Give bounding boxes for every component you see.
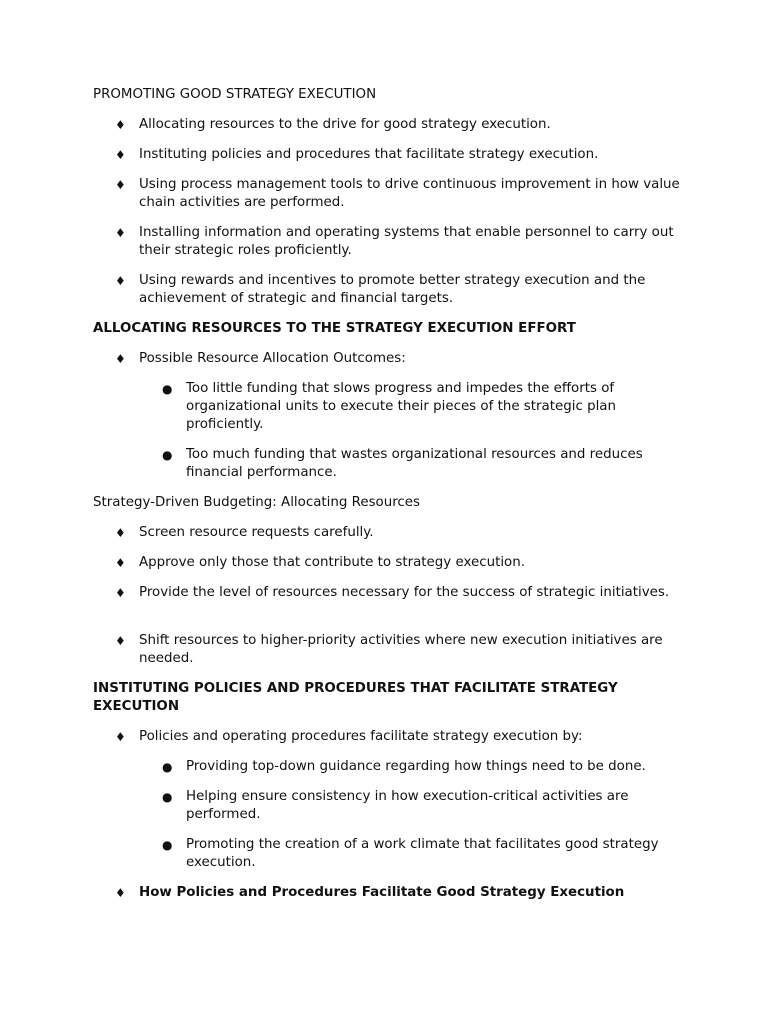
- dot-bullet-icon: ●: [162, 448, 173, 462]
- list-item-text: Approve only those that contribute to strategy execution.: [139, 555, 525, 570]
- list-item-text: Instituting policies and procedures that facilitate strategy execution.: [139, 147, 599, 162]
- diamond-bullet-icon: ♦: [115, 886, 126, 900]
- diamond-bullet-icon: ♦: [115, 586, 126, 600]
- list-item-text-bold: How Policies and Procedures Facilitate Good Strategy Execution: [139, 885, 625, 900]
- list-item-text: Possible Resource Allocation Outcomes:: [139, 351, 406, 366]
- list-item: [115, 272, 689, 308]
- list-item: [115, 116, 689, 134]
- diamond-bullet-icon: ♦: [115, 634, 126, 648]
- diamond-bullet-icon: ♦: [115, 526, 126, 540]
- diamond-bullet-icon: ♦: [115, 178, 126, 192]
- dot-bullet-icon: ●: [162, 760, 173, 774]
- sub-list-item: [162, 758, 686, 776]
- list-item-text: Screen resource requests carefully.: [139, 525, 374, 540]
- list-item-text: Installing information and operating systems that enable personnel to carry out their strategic roles proficiently.: [139, 225, 674, 258]
- list-item-text: Policies and operating procedures facilitate strategy execution by:: [139, 729, 583, 744]
- sub-list-item: [162, 788, 686, 824]
- list-item-text: Using process management tools to drive continuous improvement in how value chain activities are performed.: [139, 177, 680, 210]
- sub-list-item-text: Too little funding that slows progress and impedes the efforts of organizational units to execute their pieces of the strategic plan proficiently.: [186, 381, 616, 432]
- list-item-text: Provide the level of resources necessary for the success of strategic initiatives.: [139, 585, 670, 600]
- diamond-bullet-icon: ♦: [115, 148, 126, 162]
- list-item: [115, 146, 689, 164]
- diamond-bullet-icon: ♦: [115, 226, 126, 240]
- sub-list-item: [162, 836, 686, 872]
- diamond-bullet-icon: ♦: [115, 730, 126, 744]
- diamond-bullet-icon: ♦: [115, 118, 126, 132]
- dot-bullet-icon: ●: [162, 382, 173, 396]
- sub-list-item-text: Providing top-down guidance regarding how things need to be done.: [186, 759, 646, 774]
- sub-list-item: [162, 380, 686, 434]
- diamond-bullet-icon: ♦: [115, 352, 126, 366]
- dot-bullet-icon: ●: [162, 790, 173, 804]
- list-item: [115, 554, 689, 572]
- diamond-bullet-icon: ♦: [115, 274, 126, 288]
- list-item: [115, 176, 689, 212]
- sub-list-item: [162, 446, 686, 482]
- list-item: [115, 224, 689, 260]
- section-heading-policies: INSTITUTING POLICIES AND PROCEDURES THAT FACILITATE STRATEGY EXECUTION: [93, 681, 618, 714]
- diamond-bullet-icon: ♦: [115, 556, 126, 570]
- dot-bullet-icon: ●: [162, 838, 173, 852]
- list-item: [115, 524, 689, 542]
- sub-list-item-text: Too much funding that wastes organizational resources and reduces financial performance.: [186, 447, 643, 480]
- list-item-text: Using rewards and incentives to promote better strategy execution and the achievement of strategic and financial targets.: [139, 273, 646, 306]
- list-item: [115, 350, 689, 368]
- list-item-text: Allocating resources to the drive for good strategy execution.: [139, 117, 551, 132]
- section-heading-allocating-resources: ALLOCATING RESOURCES TO THE STRATEGY EXECUTION EFFORT: [93, 321, 576, 336]
- sub-list-item-text: Helping ensure consistency in how execution-critical activities are performed.: [186, 789, 629, 822]
- list-item: [115, 884, 689, 902]
- document-title: PROMOTING GOOD STRATEGY EXECUTION: [93, 87, 377, 102]
- list-item: [115, 584, 689, 602]
- list-item: [115, 632, 689, 668]
- list-item: [115, 728, 689, 746]
- section-heading-budgeting: Strategy-Driven Budgeting: Allocating Resources: [93, 495, 421, 510]
- sub-list-item-text: Promoting the creation of a work climate that facilitates good strategy execution.: [186, 837, 659, 870]
- list-item-text: Shift resources to higher-priority activities where new execution initiatives are needed.: [139, 633, 663, 666]
